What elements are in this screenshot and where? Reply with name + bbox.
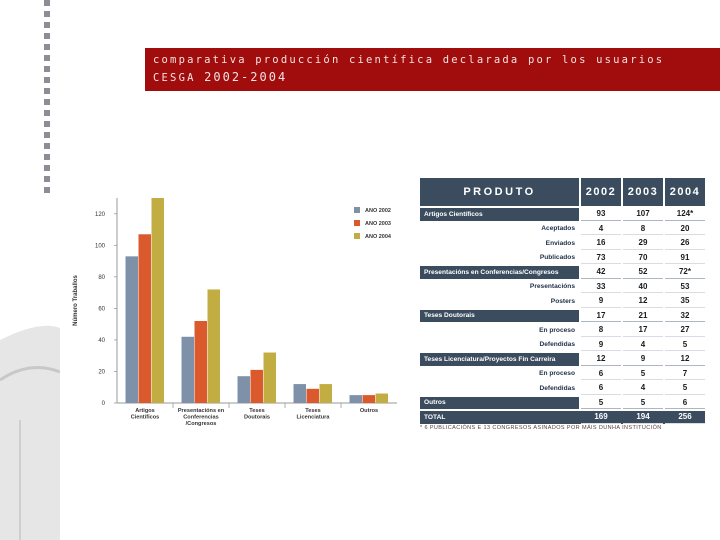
table-row [420, 324, 705, 337]
bar [152, 198, 165, 403]
row-value: 26 [665, 237, 705, 250]
row-value: 17 [581, 310, 621, 323]
bullet-square [44, 77, 50, 83]
y-axis-label: Número Traballos [73, 275, 79, 326]
row-value: 6 [665, 397, 705, 410]
row-value: 7 [665, 368, 705, 381]
title-banner [145, 48, 720, 91]
row-value: 6 [581, 368, 621, 381]
bar [195, 321, 208, 403]
bullet-square [44, 110, 50, 116]
table-header-row [420, 178, 705, 206]
bullet-square [44, 33, 50, 39]
table-header-2004: 2004 [665, 178, 705, 206]
row-value: 9 [623, 353, 663, 366]
row-value: 91 [665, 252, 705, 265]
data-table [420, 176, 705, 426]
bar [139, 234, 152, 403]
bullet-square [44, 55, 50, 61]
bullet-square [44, 88, 50, 94]
row-value: 32 [665, 310, 705, 323]
x-tick-label: Científicos [130, 414, 160, 421]
row-label: Enviados [545, 239, 575, 247]
x-tick-label: Artigos [135, 408, 155, 414]
table-footnote: * 6 PUBLICACIÓNS E 13 CONGRESOS ASINADOS POR MÁIS DUNHA INSTITUCIÓN [420, 425, 662, 431]
row-value: 73 [581, 252, 621, 265]
bar [307, 389, 320, 403]
row-value: 256 [665, 411, 705, 424]
row-value: 53 [665, 281, 705, 294]
y-tick-label: 120 [94, 211, 105, 218]
bullet-square [44, 11, 50, 17]
row-value: 42 [581, 266, 621, 279]
bullet-square [44, 187, 50, 193]
table-row [420, 397, 705, 410]
row-value: 40 [623, 281, 663, 294]
x-tick-label: Teses [249, 408, 265, 414]
bullet-square [44, 165, 50, 171]
row-value: 194 [623, 411, 663, 424]
table-header-label: PRODUTO [420, 178, 579, 206]
y-tick-label: 20 [98, 369, 105, 376]
row-value: 29 [623, 237, 663, 250]
title-prefix: CESGA [153, 72, 196, 84]
table-row [420, 339, 705, 352]
y-tick-label: 0 [101, 401, 105, 407]
y-tick-label: 60 [98, 306, 105, 313]
table-row [420, 310, 705, 323]
row-label: Aceptados [541, 225, 575, 233]
legend-label: ANO 2003 [365, 221, 391, 227]
row-value: 9 [581, 295, 621, 308]
y-tick-label: 100 [94, 243, 105, 250]
table-row [420, 281, 705, 294]
row-value: 35 [665, 295, 705, 308]
bullet-square [44, 154, 50, 160]
row-value: 20 [665, 223, 705, 236]
bullet-square [44, 99, 50, 105]
table-header-2003: 2003 [623, 178, 663, 206]
row-value: 169 [581, 411, 621, 424]
row-label: En proceso [539, 370, 575, 378]
bar [238, 376, 251, 403]
bullet-square [44, 66, 50, 72]
table-row [420, 368, 705, 381]
row-label: Outros [420, 397, 579, 410]
row-value: 5 [665, 339, 705, 352]
table-row [420, 252, 705, 265]
row-value: 5 [623, 368, 663, 381]
bar [294, 384, 307, 403]
row-value: 124* [665, 208, 705, 221]
x-tick-label: Outros [359, 408, 379, 414]
row-value: 12 [623, 295, 663, 308]
bullet-square [44, 0, 50, 6]
row-value: 21 [623, 310, 663, 323]
bar [376, 394, 389, 403]
x-tick-label: Presentacións en [177, 408, 225, 414]
row-value: 6 [581, 382, 621, 395]
title-line-2 [153, 70, 712, 84]
row-label: TOTAL [420, 411, 579, 424]
bar [320, 384, 333, 403]
row-value: 4 [623, 382, 663, 395]
row-label: En proceso [539, 326, 575, 334]
legend-swatch [354, 220, 360, 226]
row-value: 4 [581, 223, 621, 236]
table-row [420, 266, 705, 279]
row-value: 5 [665, 382, 705, 395]
bar [251, 370, 264, 403]
bar [350, 395, 363, 403]
row-label: Presentacións [529, 283, 575, 291]
row-label: Defendidas [539, 341, 575, 349]
row-label: Teses Licenciatura/Proyectos Fin Carreira [420, 353, 579, 366]
row-value: 93 [581, 208, 621, 221]
x-tick-label: Doutorais [243, 414, 271, 421]
bar [264, 353, 277, 403]
bullet-square [44, 132, 50, 138]
row-value: 33 [581, 281, 621, 294]
table-row [420, 411, 705, 424]
table-row [420, 382, 705, 395]
decorative-shape [0, 280, 60, 540]
row-label: Artigos Científicos [420, 208, 579, 221]
x-tick-label: /Congresos [185, 421, 217, 427]
row-value: 52 [623, 266, 663, 279]
table-row [420, 223, 705, 236]
legend-swatch [354, 207, 360, 213]
y-tick-label: 80 [98, 274, 105, 281]
bar [363, 395, 376, 403]
legend-swatch [354, 233, 360, 239]
row-value: 17 [623, 324, 663, 337]
bullet-column [44, 0, 52, 198]
bullet-square [44, 44, 50, 50]
row-value: 5 [623, 397, 663, 410]
row-value: 4 [623, 339, 663, 352]
row-value: 72* [665, 266, 705, 279]
legend-label: ANO 2002 [365, 208, 391, 214]
x-tick-label: Licenciatura [296, 414, 330, 421]
row-value: 9 [581, 339, 621, 352]
table-row [420, 208, 705, 221]
row-label: Defendidas [539, 384, 575, 392]
row-value: 5 [581, 397, 621, 410]
row-label: Publicados [539, 254, 575, 262]
row-value: 16 [581, 237, 621, 250]
title-line-1: comparativa producción científica declarada por los usuarios [153, 54, 665, 66]
row-value: 8 [623, 223, 663, 236]
title-years: 2002-2004 [204, 70, 288, 84]
row-value: 12 [665, 353, 705, 366]
bullet-square [44, 176, 50, 182]
row-label: Posters [550, 297, 575, 305]
bar [182, 337, 195, 403]
row-label: Teses Doutorais [420, 310, 579, 323]
row-value: 12 [581, 353, 621, 366]
table-row [420, 237, 705, 250]
bullet-square [44, 22, 50, 28]
row-value: 70 [623, 252, 663, 265]
table-row [420, 353, 705, 366]
x-tick-label: Teses [305, 408, 321, 414]
row-value: 8 [581, 324, 621, 337]
table-row [420, 295, 705, 308]
legend-label: ANO 2004 [365, 234, 391, 240]
bar [208, 289, 221, 403]
y-tick-label: 40 [98, 337, 105, 344]
row-value: 27 [665, 324, 705, 337]
bar-chart [62, 188, 407, 458]
row-label: Presentacións en Conferencias/Congresos [420, 266, 579, 279]
bullet-square [44, 121, 50, 127]
x-tick-label: Conferencias [183, 414, 219, 421]
bar [126, 256, 139, 403]
bullet-square [44, 143, 50, 149]
table-header-2002: 2002 [581, 178, 621, 206]
row-value: 107 [623, 208, 663, 221]
